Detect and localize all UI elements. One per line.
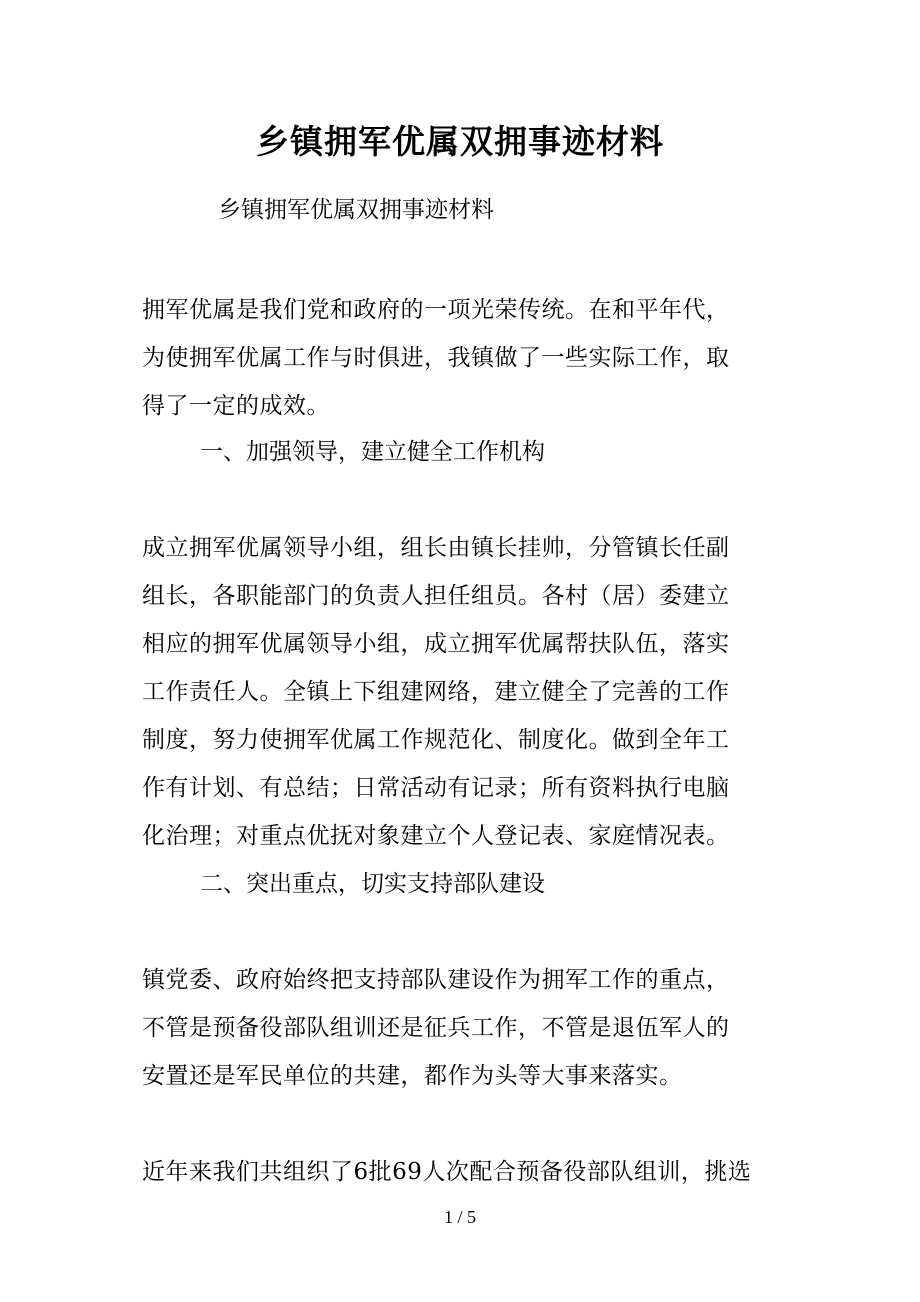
paragraph-section-2: [142, 956, 772, 1100]
paragraph-line: 相应的拥军优属领导小组，成立拥军优属帮扶队伍，落实: [142, 631, 730, 657]
paragraph-line: 拥军优属是我们党和政府的一项光荣传统。在和平年代，: [142, 297, 730, 323]
document-subtitle: 乡镇拥军优属双拥事迹材料: [218, 197, 494, 223]
document-title: 乡镇拥军优属双拥事迹材料: [256, 122, 664, 161]
paragraph-line: 作有计划、有总结；日常活动有记录；所有资料执行电脑: [142, 775, 730, 801]
paragraph-line: 工作责任人。全镇上下组建网络，建立健全了完善的工作: [142, 679, 730, 705]
section-heading-2: 二、突出重点，切实支持部队建设: [200, 871, 545, 897]
paragraph-line: 化治理；对重点优抚对象建立个人登记表、家庭情况表。: [142, 823, 730, 849]
paragraph-line: 制度，努力使拥军优属工作规范化、制度化。做到全年工: [142, 727, 730, 753]
paragraph-line: 镇党委、政府始终把支持部队建设作为拥军工作的重点，: [142, 967, 730, 993]
paragraph-section-1: [142, 524, 772, 860]
paragraph-line: 组长，各职能部门的负责人担任组员。各村（居）委建立: [142, 583, 730, 609]
paragraph-line: 安置还是军民单位的共建，都作为头等大事来落实。: [142, 1063, 683, 1089]
paragraph-line: 得了一定的成效。: [142, 393, 330, 419]
page-number: 1 / 5: [443, 1207, 476, 1227]
paragraph-section-2b: [142, 1148, 772, 1196]
section-heading-1: 一、加强领导，建立健全工作机构: [200, 439, 545, 465]
paragraph-line: 成立拥军优属领导小组，组长由镇长挂帅，分管镇长任副: [142, 535, 730, 561]
paragraph-line: 近年来我们共组织了6批69人次配合预备役部队组训，挑选: [142, 1159, 752, 1185]
paragraph-line: 不管是预备役部队组训还是征兵工作，不管是退伍军人的: [142, 1015, 730, 1041]
paragraph-intro: [142, 286, 772, 430]
paragraph-line: 为使拥军优属工作与时俱进，我镇做了一些实际工作，取: [142, 345, 730, 371]
